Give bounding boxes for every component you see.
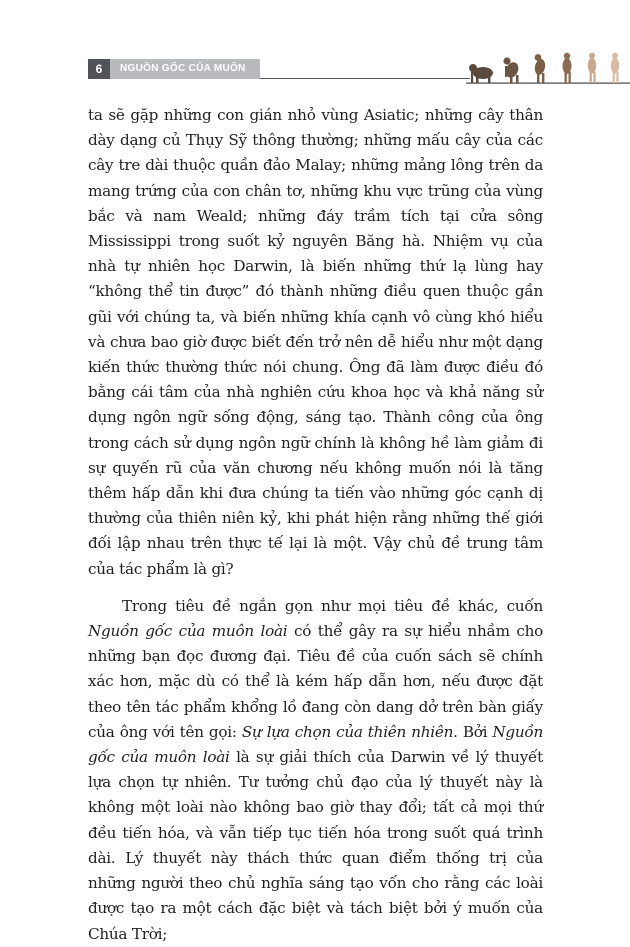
human-figure-5-icon (588, 53, 596, 83)
human-figure-6-icon (611, 53, 619, 83)
paragraph-1: ta sẽ gặp những con gián nhỏ vùng Asiatic; những cây thân dày dạng củ Thụy Sỹ thông thường; những mấu cây của các cây tre dài thuộc quần đảo Malay; những mảng lông trên da mang trứng của con chân tơ, những khu vực trũng của vùng bắc và nam Weald; những đáy trầm tích tại cửa sông Mississippi trong suốt kỷ nguyên Băng hà. Nhiệm vụ của nhà tự nhiên học Darwin, là biến những thứ lạ lùng hay “không thể tin được” đó thành những điều quen thuộc gần gũi với chúng ta, và biến những khía cạnh vô cùng khó hiểu và chưa bao giờ được biết đến trở nên dễ hiểu như một dạng kiến thức thường thức nói chung. Ông đã làm được điều đó bằng cái tâm của nhà nghiên cứu khoa học và khả năng sử dụng ngôn ngữ sống động, sáng tạo. Thành công của ông trong cách sử dụng ngôn ngữ chính là không hề làm giảm đi sự quyến rũ của văn chương nếu không muốn nói là tăng thêm hấp dẫn khi đưa chúng ta tiến vào những góc cạnh dị thường của thiên niên kỷ, khi phát hiện rằng những thế giới đối lập nhau trên thực tế lại là một. Vậy chủ đề trung tâm của tác phẩm là gì? (88, 106, 543, 578)
paragraph-2: Trong tiêu đề ngắn gọn như mọi tiêu đề khác, cuốn Nguồn gốc của muôn loài có thể gây ra sự hiểu nhầm cho những bạn đọc đương đại. Tiêu đề của cuốn sách sẽ chính xác hơn, mặc dù có thể là kém hấp dẫn hơn, nếu được đặt theo tên tác phẩm khổng lồ đang còn dang dở trên bàn giấy của ông với tên gọi: Sự lựa chọn của thiên nhiên. Bởi Nguồn gốc của muôn loài là sự giải thích của Darwin về lý thuyết lựa chọn tự nhiên. Tư tưởng chủ đạo của lý thuyết này là không một loài nào không bao giờ thay đổi; tất cả mọi thứ đều tiến hóa, và vẫn tiếp tục tiến hóa trong suốt quá trình dài. Lý thuyết này thách thức quan điểm thống trị của những người theo chủ nghĩa sáng tạo vốn cho rằng các loài được tạo ra một cách đặc biệt và tách biệt bởi ý muốn của Chúa Trời; (88, 596, 543, 943)
ape-figure-2-icon (503, 57, 521, 83)
ape-figure-1-icon (469, 64, 493, 83)
book-title-italic: Nguồn gốc của muôn loài (88, 622, 288, 641)
evolution-silhouettes-icon (466, 52, 630, 84)
alt-title-italic: Sự lựa chọn của thiên nhiên (241, 722, 454, 741)
body-text (88, 103, 543, 947)
header-rule (260, 78, 470, 79)
hominid-figure-4-icon (563, 53, 572, 83)
hominid-figure-3-icon (533, 54, 546, 83)
page-header (88, 52, 558, 94)
running-head-title: NGUỒN GỐC CỦA MUÔN LOÀI (110, 59, 260, 79)
page-number: 6 (88, 59, 110, 79)
book-title-italic: Nguồn gốc của muôn loài (88, 722, 543, 767)
